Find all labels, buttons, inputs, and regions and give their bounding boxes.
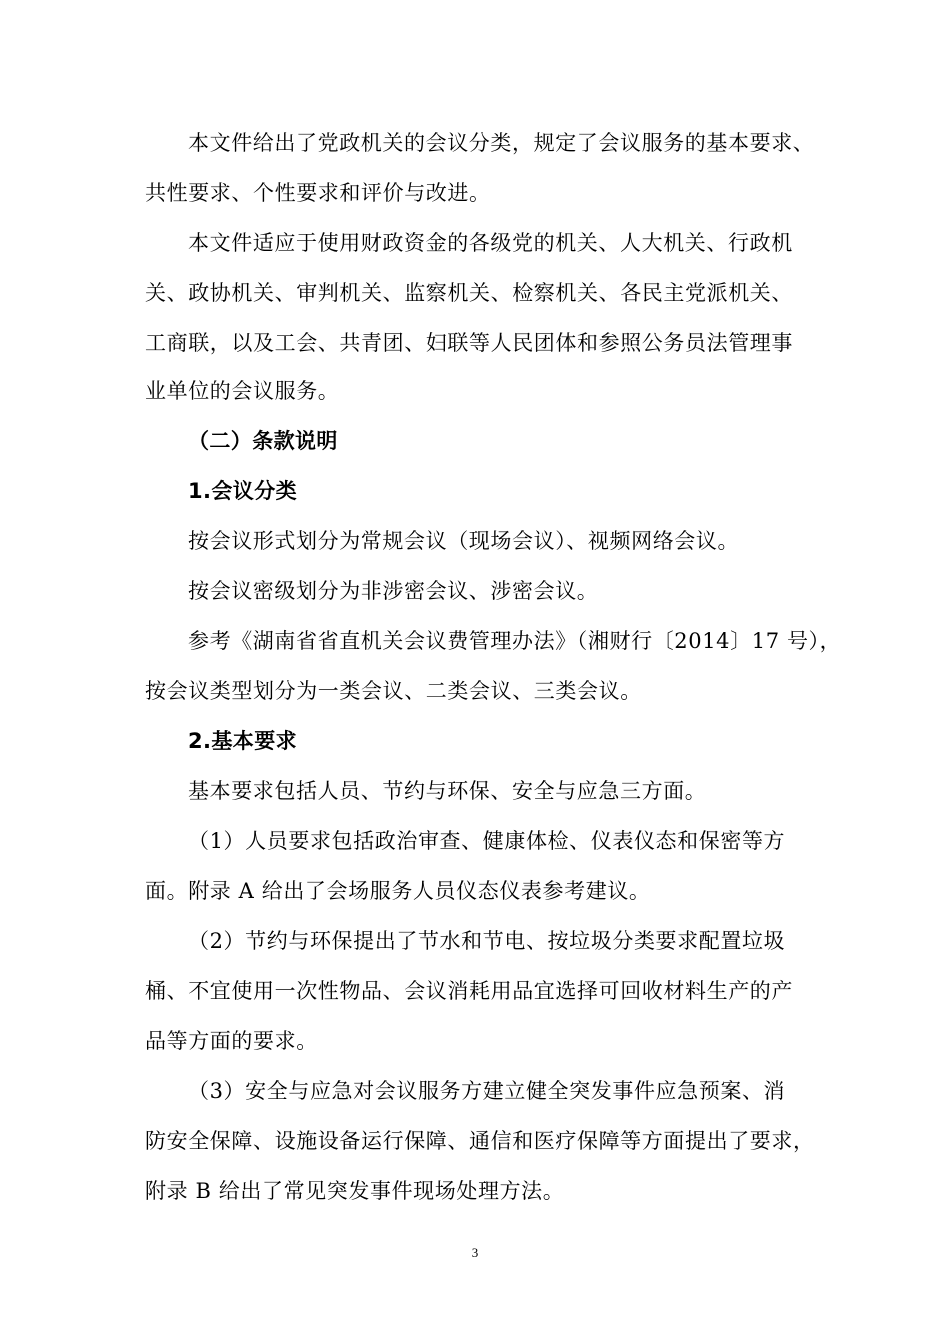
body-text-line: 参考《湖南省省直机关会议费管理办法》（湘财行〔2014〕17 号）， xyxy=(188,629,842,653)
body-text-line: 关、政协机关、审判机关、监察机关、检察机关、各民主党派机关、 xyxy=(145,281,793,305)
body-text-line: 工商联，以及工会、共青团、妇联等人民团体和参照公务员法管理事 xyxy=(145,331,793,355)
body-text-line: 附录 B 给出了常见突发事件现场处理方法。 xyxy=(145,1179,565,1203)
body-text-line: 基本要求包括人员、节约与环保、安全与应急三方面。 xyxy=(188,779,707,803)
body-text-line: 共性要求、个性要求和评价与改进。 xyxy=(145,181,491,205)
body-text-line: 防安全保障、设施设备运行保障、通信和医疗保障等方面提出了要求， xyxy=(145,1129,815,1153)
body-text-line: （1）人员要求包括政治审查、健康体检、仪表仪态和保密等方 xyxy=(188,829,786,853)
body-text-line: 面。附录 A 给出了会场服务人员仪态仪表参考建议。 xyxy=(145,879,651,903)
body-text-line: 业单位的会议服务。 xyxy=(145,379,340,403)
body-text-line: （3）安全与应急对会议服务方建立健全突发事件应急预案、消 xyxy=(188,1079,786,1103)
body-text-line: 按会议形式划分为常规会议（现场会议）、视频网络会议。 xyxy=(188,529,740,553)
body-text-line: 本文件适应于使用财政资金的各级党的机关、人大机关、行政机 xyxy=(188,231,793,255)
body-text-line: 品等方面的要求。 xyxy=(145,1029,318,1053)
subsection-heading: 2.基本要求 xyxy=(188,729,297,753)
subsection-heading: 1.会议分类 xyxy=(188,479,297,503)
body-text-line: 按会议密级划分为非涉密会议、涉密会议。 xyxy=(188,579,599,603)
body-text-line: 按会议类型划分为一类会议、二类会议、三类会议。 xyxy=(145,679,642,703)
body-text-line: 桶、不宜使用一次性物品、会议消耗用品宜选择可回收材料生产的产 xyxy=(145,979,793,1003)
body-text-line: （2）节约与环保提出了节水和节电、按垃圾分类要求配置垃圾 xyxy=(188,929,786,953)
section-heading: （二）条款说明 xyxy=(188,429,338,453)
body-text-line: 本文件给出了党政机关的会议分类，规定了会议服务的基本要求、 xyxy=(188,131,815,155)
page-number: 3 xyxy=(471,1245,479,1260)
